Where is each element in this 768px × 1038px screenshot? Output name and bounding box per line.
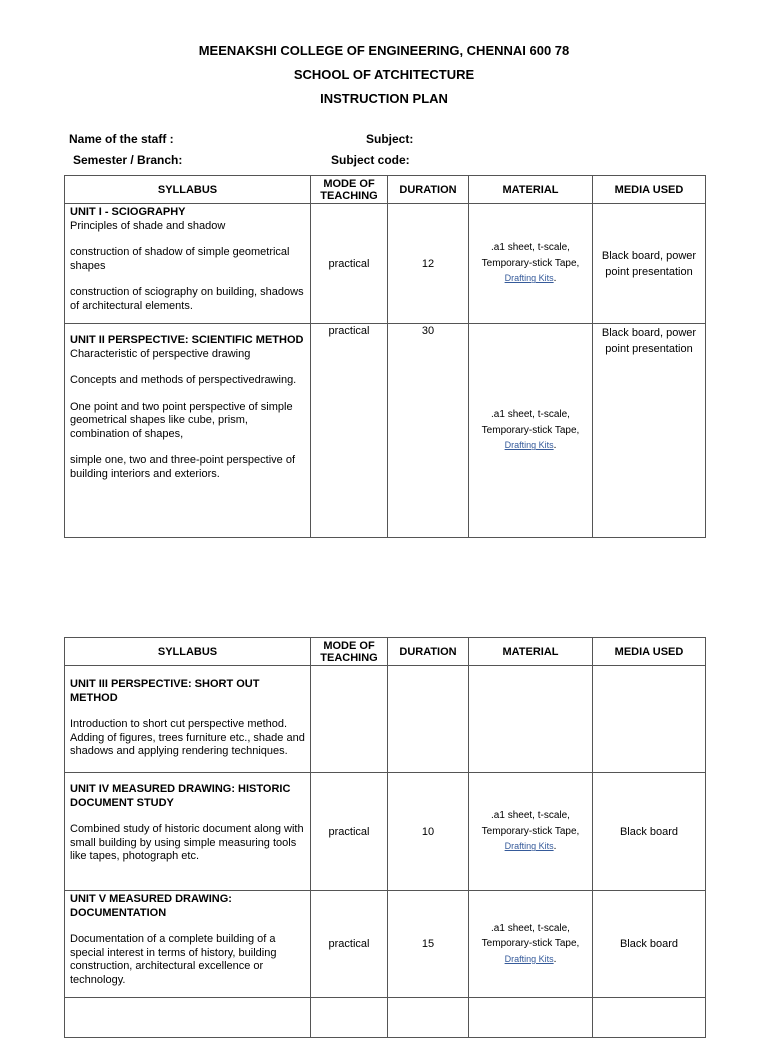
material-cell: .a1 sheet, t-scale, Temporary-stick Tape, Drafting Kits. xyxy=(469,204,593,324)
table-row-empty xyxy=(65,998,706,1038)
duration-cell: 12 xyxy=(388,204,469,324)
syllabus-cell xyxy=(65,666,311,773)
material-cell: .a1 sheet, t-scale, Temporary-stick Tape, Drafting Kits. xyxy=(469,891,593,998)
syllabus-text: Characteristic of perspective drawing xyxy=(70,347,251,360)
mode-header: MODE OF TEACHING xyxy=(311,176,388,204)
syllabus-cell xyxy=(65,773,311,891)
material-cell xyxy=(469,666,593,773)
drafting-kits-link[interactable]: Drafting Kits xyxy=(504,273,554,284)
syllabus-text: Principles of shade and shadow xyxy=(70,219,226,232)
material-cell: .a1 sheet, t-scale, Temporary-stick Tape, Drafting Kits. xyxy=(469,773,593,891)
media-cell: Black board xyxy=(593,891,706,998)
syllabus-text: Documentation of a complete building of a special interest in terms of history, building construction, architectural excellence or technology. xyxy=(70,933,277,986)
syllabus-text: Concepts and methods of perspectivedrawing. xyxy=(70,374,297,386)
material-header: MATERIAL xyxy=(469,176,593,204)
duration-cell: 10 xyxy=(388,773,469,891)
table-row-unit-1 xyxy=(65,204,706,324)
mode-cell: practical xyxy=(311,204,388,324)
mode-cell xyxy=(311,666,388,773)
duration-header: DURATION xyxy=(388,176,469,204)
college-title: MEENAKSHI COLLEGE OF ENGINEERING, CHENNAI 600 78 xyxy=(198,43,570,58)
document-title: INSTRUCTION PLAN xyxy=(320,91,448,106)
duration-header: DURATION xyxy=(388,638,469,666)
unit-title: UNIT V MEASURED DRAWING: DOCUMENTATION xyxy=(70,893,232,919)
table-header-row xyxy=(65,638,706,666)
media-header: MEDIA USED xyxy=(593,638,706,666)
mode-cell: practical xyxy=(311,891,388,998)
duration-cell: 30 xyxy=(388,324,469,538)
school-title: SCHOOL OF ATCHITECTURE xyxy=(293,67,475,82)
mode-header: MODE OF TEACHING xyxy=(311,638,388,666)
syllabus-cell xyxy=(65,891,311,998)
syllabus-cell xyxy=(65,204,311,324)
syllabus-text: construction of shadow of simple geometrical shapes xyxy=(70,246,290,272)
syllabus-text: construction of sciography on building, shadows of architectural elements. xyxy=(70,286,304,312)
semester-branch-label: Semester / Branch: xyxy=(73,153,183,167)
instruction-table-2 xyxy=(64,637,706,1038)
mode-cell: practical xyxy=(311,324,388,538)
subject-label: Subject: xyxy=(366,132,414,146)
unit-title: UNIT II PERSPECTIVE: SCIENTIFIC METHOD xyxy=(70,334,304,346)
mode-cell: practical xyxy=(311,773,388,891)
syllabus-text: simple one, two and three-point perspective of building interiors and exteriors. xyxy=(70,454,296,480)
duration-cell xyxy=(388,666,469,773)
table-row-unit-2 xyxy=(65,324,706,538)
table-row-unit-5 xyxy=(65,891,706,998)
instruction-table-1 xyxy=(64,175,706,538)
staff-label: Name of the staff : xyxy=(69,132,174,146)
syllabus-header: SYLLABUS xyxy=(65,176,311,204)
syllabus-header: SYLLABUS xyxy=(65,638,311,666)
media-cell: Black board, power point presentation xyxy=(593,204,706,324)
media-cell: Black board xyxy=(593,773,706,891)
drafting-kits-link[interactable]: Drafting Kits xyxy=(504,841,554,852)
media-cell xyxy=(593,666,706,773)
material-header: MATERIAL xyxy=(469,638,593,666)
unit-title: UNIT I - SCIOGRAPHY xyxy=(70,206,186,218)
syllabus-text: Combined study of historic document along with small building by using simple measuring tools like tapes, photograph etc. xyxy=(70,823,304,862)
unit-title: UNIT III PERSPECTIVE: SHORT OUT METHOD xyxy=(70,678,260,704)
media-cell: Black board, power point presentation xyxy=(593,324,706,538)
table-header-row xyxy=(65,176,706,204)
media-header: MEDIA USED xyxy=(593,176,706,204)
unit-title: UNIT IV MEASURED DRAWING: HISTORIC DOCUMENT STUDY xyxy=(70,783,291,809)
subject-code-label: Subject code: xyxy=(331,153,410,167)
syllabus-text: One point and two point perspective of simple geometrical shapes like cube, prism, combination of shapes, xyxy=(70,400,293,440)
syllabus-cell xyxy=(65,324,311,538)
table-row-unit-4 xyxy=(65,773,706,891)
syllabus-text: Introduction to short cut perspective method. Adding of figures, trees furniture etc., shade and shadows and applying rendering techniques. xyxy=(70,718,305,757)
drafting-kits-link[interactable]: Drafting Kits xyxy=(504,953,554,964)
drafting-kits-link[interactable]: Drafting Kits xyxy=(504,440,554,451)
duration-cell: 15 xyxy=(388,891,469,998)
material-cell: .a1 sheet, t-scale, Temporary-stick Tape, Drafting Kits. xyxy=(469,324,593,538)
table-row-unit-3 xyxy=(65,666,706,773)
